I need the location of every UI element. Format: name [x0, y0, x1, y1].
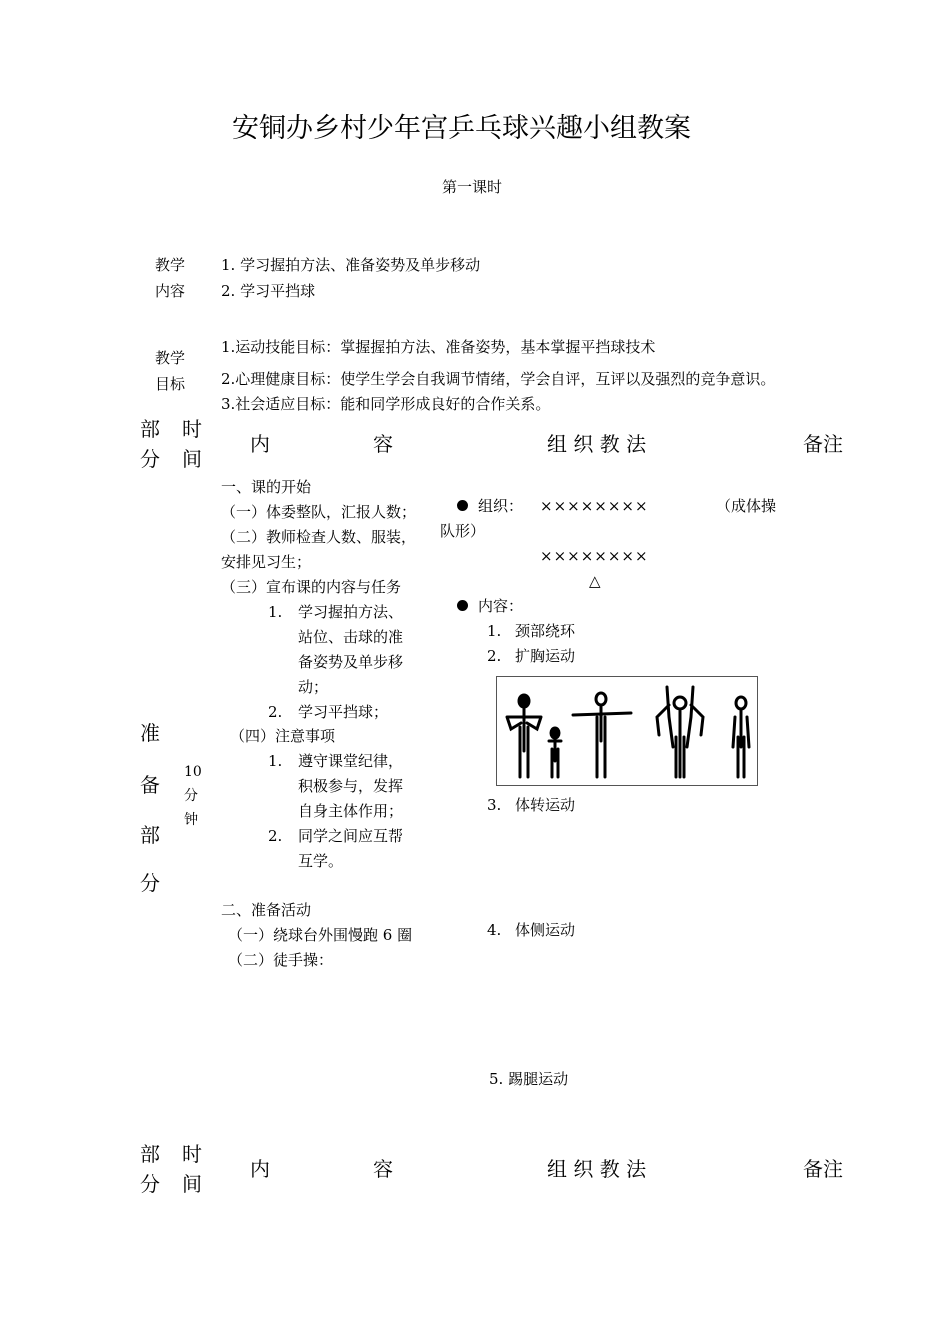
content-line: 同学之间应互帮: [298, 827, 404, 845]
header-method: 组 织 教 法: [547, 1157, 647, 1181]
exercise-num: 4.: [487, 921, 502, 939]
teaching-content-label-1: 教学: [155, 256, 186, 274]
section-time: 钟: [184, 812, 198, 828]
content-line: 二、准备活动: [221, 901, 312, 919]
content-list-num: 2.: [268, 827, 283, 845]
header-content-1: 内: [250, 1157, 270, 1181]
header-part-2: 分: [140, 1172, 160, 1196]
exercise-num: 3.: [487, 796, 502, 814]
content-line: 遵守课堂纪律，: [298, 752, 404, 770]
teaching-goals-label-2: 目标: [155, 375, 186, 393]
page-title: 安铜办乡村少年宫乒乓球兴趣小组教案: [232, 113, 691, 144]
teacher-position-icon: △: [589, 572, 601, 590]
content-line: 学习平挡球；: [298, 703, 389, 721]
content-label: 内容：: [457, 594, 523, 619]
exercise-num: 1.: [487, 622, 502, 640]
teaching-content-label-2: 内容: [155, 282, 186, 300]
teaching-goal-item: 2.心理健康目标：使学生学会自我调节情绪，学会自评，互评以及强烈的竞争意识。: [221, 370, 776, 388]
section-time: 10: [184, 764, 202, 780]
content-line: （一）体委整队，汇报人数；: [221, 503, 417, 521]
content-list-num: 1.: [268, 752, 283, 770]
bullet-icon: [457, 500, 468, 511]
content-line: （三）宣布课的内容与任务: [221, 578, 402, 596]
formation-note: 队形）: [440, 522, 486, 540]
section-name-char: 准: [140, 721, 160, 745]
exercise-item: 体侧运动: [515, 921, 576, 939]
section-name-char: 备: [140, 773, 160, 797]
lesson-subtitle: 第一课时: [442, 178, 503, 196]
teaching-goal-item: 1.运动技能目标：掌握握拍方法、准备姿势，基本掌握平挡球技术: [221, 338, 656, 356]
content-line: 积极参与，发挥: [298, 777, 404, 795]
header-content-1: 内: [250, 432, 270, 456]
org-label: 组织：: [457, 494, 523, 519]
bullet-icon: [457, 600, 468, 611]
content-line: 动；: [298, 678, 329, 696]
header-time-1: 时: [182, 1142, 202, 1166]
teaching-goal-item: 3.社会适应目标：能和同学形成良好的合作关系。: [221, 395, 551, 413]
formation-row-2: ××××××××: [540, 547, 649, 565]
content-line: 互学。: [298, 852, 344, 870]
content-list-num: 2.: [268, 703, 283, 721]
header-part-1: 部: [140, 1142, 160, 1166]
exercise-illustration: [496, 676, 758, 786]
exercise-item: 扩胸运动: [515, 647, 576, 665]
section-name-char: 分: [140, 871, 160, 895]
header-remark: 备注: [803, 432, 843, 456]
header-part-1: 部: [140, 417, 160, 441]
content-line: 安排见习生；: [221, 553, 312, 571]
content-line: （四）注意事项: [230, 727, 336, 745]
teaching-content-item: 2. 学习平挡球: [221, 282, 316, 300]
content-line: 一、课的开始: [221, 478, 312, 496]
header-part-2: 分: [140, 447, 160, 471]
header-content-2: 容: [373, 432, 393, 456]
teaching-content-item: 1. 学习握拍方法、准备姿势及单步移动: [221, 256, 481, 274]
stick-figures-icon: [497, 677, 757, 785]
header-content-2: 容: [373, 1157, 393, 1181]
section-name-char: 部: [140, 823, 160, 847]
content-list-num: 1.: [268, 603, 283, 621]
section-time: 分: [184, 788, 198, 804]
formation-row-1: ××××××××: [540, 497, 649, 515]
content-line: 站位、击球的准: [298, 628, 404, 646]
header-time-2: 间: [182, 1172, 202, 1196]
header-time-2: 间: [182, 447, 202, 471]
header-time-1: 时: [182, 417, 202, 441]
exercise-item: 体转运动: [515, 796, 576, 814]
exercise-item: 颈部绕环: [515, 622, 576, 640]
content-line: （一）绕球台外围慢跑 6 圈: [228, 926, 413, 944]
formation-note: （成体操: [716, 497, 777, 515]
content-line: （二）徒手操：: [228, 951, 334, 969]
exercise-item: 5. 踢腿运动: [489, 1070, 569, 1088]
content-line: 备姿势及单步移: [298, 653, 404, 671]
header-remark: 备注: [803, 1157, 843, 1181]
exercise-num: 2.: [487, 647, 502, 665]
content-line: 学习握拍方法、: [298, 603, 404, 621]
content-line: 自身主体作用；: [298, 802, 404, 820]
header-method: 组 织 教 法: [547, 432, 647, 456]
teaching-goals-label-1: 教学: [155, 349, 186, 367]
content-line: （二）教师检查人数、服装，: [221, 528, 417, 546]
